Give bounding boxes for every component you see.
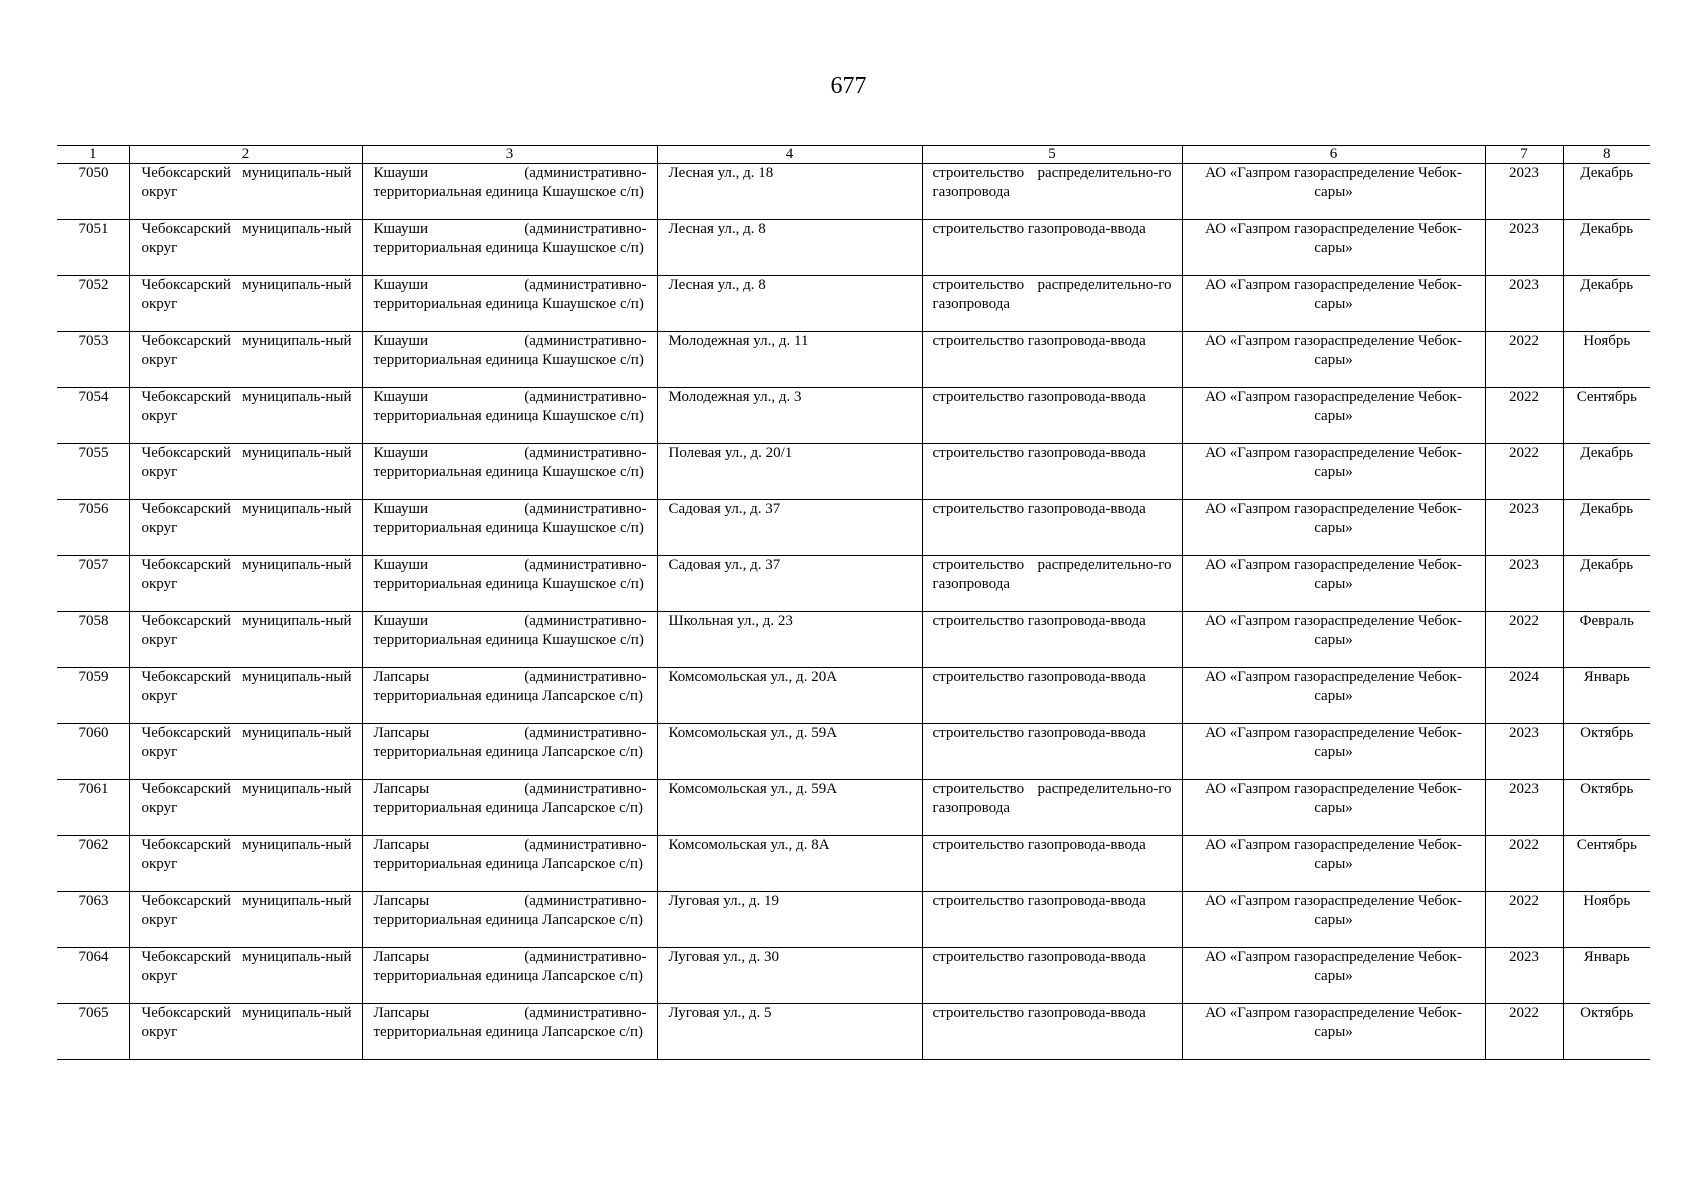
table-row <box>57 836 1650 892</box>
year-cell: 2023 <box>1485 724 1563 780</box>
district-cell: Чебоксарский муниципаль-ный округ <box>129 444 362 500</box>
table-row <box>57 724 1650 780</box>
year-cell: 2022 <box>1485 388 1563 444</box>
column-header: 3 <box>362 146 657 164</box>
address-cell: Лесная ул., д. 8 <box>657 276 922 332</box>
locality-cell: Кшауши (административно-территориальная единица Кшаушское с/п) <box>362 332 657 388</box>
district-cell: Чебоксарский муниципаль-ный округ <box>129 276 362 332</box>
table-row <box>57 332 1650 388</box>
work-type-cell: строительство газопровода-ввода <box>922 668 1182 724</box>
year-cell: 2023 <box>1485 276 1563 332</box>
address-cell: Комсомольская ул., д. 20А <box>657 668 922 724</box>
organization-cell: АО «Газпром газораспределение Чебок-сары» <box>1182 668 1485 724</box>
year-cell: 2023 <box>1485 164 1563 220</box>
column-header: 4 <box>657 146 922 164</box>
month-cell: Февраль <box>1563 612 1650 668</box>
year-cell: 2023 <box>1485 500 1563 556</box>
month-cell: Январь <box>1563 668 1650 724</box>
address-cell: Комсомольская ул., д. 59А <box>657 724 922 780</box>
address-cell: Луговая ул., д. 30 <box>657 948 922 1004</box>
row-number: 7054 <box>57 388 129 444</box>
year-cell: 2022 <box>1485 892 1563 948</box>
work-type-cell: строительство газопровода-ввода <box>922 220 1182 276</box>
district-cell: Чебоксарский муниципаль-ный округ <box>129 836 362 892</box>
organization-cell: АО «Газпром газораспределение Чебок-сары» <box>1182 164 1485 220</box>
locality-cell: Лапсары (административно-территориальная единица Лапсарское с/п) <box>362 668 657 724</box>
organization-cell: АО «Газпром газораспределение Чебок-сары» <box>1182 220 1485 276</box>
district-cell: Чебоксарский муниципаль-ный округ <box>129 892 362 948</box>
address-cell: Лесная ул., д. 8 <box>657 220 922 276</box>
month-cell: Декабрь <box>1563 500 1650 556</box>
year-cell: 2022 <box>1485 444 1563 500</box>
row-number: 7062 <box>57 836 129 892</box>
table-row <box>57 276 1650 332</box>
column-number-row <box>57 146 1650 164</box>
address-cell: Молодежная ул., д. 11 <box>657 332 922 388</box>
district-cell: Чебоксарский муниципаль-ный округ <box>129 668 362 724</box>
locality-cell: Кшауши (административно-территориальная единица Кшаушское с/п) <box>362 276 657 332</box>
year-cell: 2023 <box>1485 948 1563 1004</box>
column-header: 8 <box>1563 146 1650 164</box>
row-number: 7059 <box>57 668 129 724</box>
address-cell: Луговая ул., д. 5 <box>657 1004 922 1060</box>
column-header: 5 <box>922 146 1182 164</box>
month-cell: Сентябрь <box>1563 388 1650 444</box>
row-number: 7065 <box>57 1004 129 1060</box>
organization-cell: АО «Газпром газораспределение Чебок-сары» <box>1182 892 1485 948</box>
address-cell: Садовая ул., д. 37 <box>657 500 922 556</box>
page-number: 677 <box>830 73 867 99</box>
district-cell: Чебоксарский муниципаль-ный округ <box>129 780 362 836</box>
organization-cell: АО «Газпром газораспределение Чебок-сары» <box>1182 948 1485 1004</box>
district-cell: Чебоксарский муниципаль-ный округ <box>129 388 362 444</box>
table-row <box>57 556 1650 612</box>
address-cell: Комсомольская ул., д. 59А <box>657 780 922 836</box>
district-cell: Чебоксарский муниципаль-ный округ <box>129 724 362 780</box>
work-type-cell: строительство газопровода-ввода <box>922 948 1182 1004</box>
year-cell: 2023 <box>1485 220 1563 276</box>
work-type-cell: строительство газопровода-ввода <box>922 332 1182 388</box>
locality-cell: Кшауши (административно-территориальная единица Кшаушское с/п) <box>362 220 657 276</box>
address-cell: Садовая ул., д. 37 <box>657 556 922 612</box>
month-cell: Январь <box>1563 948 1650 1004</box>
address-cell: Комсомольская ул., д. 8А <box>657 836 922 892</box>
work-type-cell: строительство распределительно-го газопровода <box>922 276 1182 332</box>
row-number: 7055 <box>57 444 129 500</box>
month-cell: Декабрь <box>1563 164 1650 220</box>
row-number: 7063 <box>57 892 129 948</box>
work-type-cell: строительство газопровода-ввода <box>922 500 1182 556</box>
month-cell: Ноябрь <box>1563 332 1650 388</box>
row-number: 7060 <box>57 724 129 780</box>
row-number: 7057 <box>57 556 129 612</box>
organization-cell: АО «Газпром газораспределение Чебок-сары» <box>1182 276 1485 332</box>
organization-cell: АО «Газпром газораспределение Чебок-сары» <box>1182 444 1485 500</box>
locality-cell: Кшауши (административно-территориальная единица Кшаушское с/п) <box>362 556 657 612</box>
locality-cell: Лапсары (административно-территориальная единица Лапсарское с/п) <box>362 724 657 780</box>
work-type-cell: строительство распределительно-го газопровода <box>922 556 1182 612</box>
work-type-cell: строительство газопровода-ввода <box>922 1004 1182 1060</box>
district-cell: Чебоксарский муниципаль-ный округ <box>129 220 362 276</box>
row-number: 7051 <box>57 220 129 276</box>
organization-cell: АО «Газпром газораспределение Чебок-сары» <box>1182 724 1485 780</box>
work-type-cell: строительство газопровода-ввода <box>922 612 1182 668</box>
data-table <box>57 145 1650 1060</box>
year-cell: 2024 <box>1485 668 1563 724</box>
district-cell: Чебоксарский муниципаль-ный округ <box>129 332 362 388</box>
work-type-cell: строительство газопровода-ввода <box>922 836 1182 892</box>
district-cell: Чебоксарский муниципаль-ный округ <box>129 500 362 556</box>
locality-cell: Кшауши (административно-территориальная единица Кшаушское с/п) <box>362 612 657 668</box>
year-cell: 2023 <box>1485 556 1563 612</box>
address-cell: Полевая ул., д. 20/1 <box>657 444 922 500</box>
organization-cell: АО «Газпром газораспределение Чебок-сары» <box>1182 332 1485 388</box>
organization-cell: АО «Газпром газораспределение Чебок-сары» <box>1182 1004 1485 1060</box>
address-cell: Лесная ул., д. 18 <box>657 164 922 220</box>
row-number: 7050 <box>57 164 129 220</box>
row-number: 7056 <box>57 500 129 556</box>
organization-cell: АО «Газпром газораспределение Чебок-сары» <box>1182 780 1485 836</box>
organization-cell: АО «Газпром газораспределение Чебок-сары» <box>1182 836 1485 892</box>
work-type-cell: строительство газопровода-ввода <box>922 444 1182 500</box>
address-cell: Школьная ул., д. 23 <box>657 612 922 668</box>
table-row <box>57 164 1650 220</box>
column-header: 6 <box>1182 146 1485 164</box>
table-row <box>57 1004 1650 1060</box>
month-cell: Октябрь <box>1563 1004 1650 1060</box>
organization-cell: АО «Газпром газораспределение Чебок-сары» <box>1182 612 1485 668</box>
column-header: 7 <box>1485 146 1563 164</box>
work-type-cell: строительство газопровода-ввода <box>922 388 1182 444</box>
year-cell: 2022 <box>1485 836 1563 892</box>
work-type-cell: строительство газопровода-ввода <box>922 892 1182 948</box>
organization-cell: АО «Газпром газораспределение Чебок-сары» <box>1182 500 1485 556</box>
address-cell: Луговая ул., д. 19 <box>657 892 922 948</box>
column-header: 2 <box>129 146 362 164</box>
row-number: 7064 <box>57 948 129 1004</box>
locality-cell: Лапсары (административно-территориальная единица Лапсарское с/п) <box>362 836 657 892</box>
row-number: 7058 <box>57 612 129 668</box>
month-cell: Декабрь <box>1563 276 1650 332</box>
district-cell: Чебоксарский муниципаль-ный округ <box>129 556 362 612</box>
table-row <box>57 500 1650 556</box>
column-header: 1 <box>57 146 129 164</box>
work-type-cell: строительство распределительно-го газопровода <box>922 780 1182 836</box>
locality-cell: Лапсары (административно-территориальная единица Лапсарское с/п) <box>362 1004 657 1060</box>
row-number: 7052 <box>57 276 129 332</box>
locality-cell: Лапсары (административно-территориальная единица Лапсарское с/п) <box>362 892 657 948</box>
month-cell: Декабрь <box>1563 220 1650 276</box>
locality-cell: Кшауши (административно-территориальная единица Кшаушское с/п) <box>362 444 657 500</box>
locality-cell: Кшауши (административно-территориальная единица Кшаушское с/п) <box>362 388 657 444</box>
month-cell: Октябрь <box>1563 724 1650 780</box>
table-row <box>57 780 1650 836</box>
month-cell: Ноябрь <box>1563 892 1650 948</box>
month-cell: Октябрь <box>1563 780 1650 836</box>
table-row <box>57 892 1650 948</box>
address-cell: Молодежная ул., д. 3 <box>657 388 922 444</box>
table-row <box>57 444 1650 500</box>
table-row <box>57 388 1650 444</box>
locality-cell: Лапсары (административно-территориальная единица Лапсарское с/п) <box>362 948 657 1004</box>
district-cell: Чебоксарский муниципаль-ный округ <box>129 1004 362 1060</box>
row-number: 7061 <box>57 780 129 836</box>
table-row <box>57 612 1650 668</box>
table-row <box>57 220 1650 276</box>
row-number: 7053 <box>57 332 129 388</box>
organization-cell: АО «Газпром газораспределение Чебок-сары» <box>1182 388 1485 444</box>
work-type-cell: строительство распределительно-го газопровода <box>922 164 1182 220</box>
district-cell: Чебоксарский муниципаль-ный округ <box>129 948 362 1004</box>
table-row <box>57 668 1650 724</box>
month-cell: Сентябрь <box>1563 836 1650 892</box>
year-cell: 2022 <box>1485 612 1563 668</box>
locality-cell: Лапсары (административно-территориальная единица Лапсарское с/п) <box>362 780 657 836</box>
month-cell: Декабрь <box>1563 556 1650 612</box>
year-cell: 2022 <box>1485 332 1563 388</box>
organization-cell: АО «Газпром газораспределение Чебок-сары» <box>1182 556 1485 612</box>
work-type-cell: строительство газопровода-ввода <box>922 724 1182 780</box>
district-cell: Чебоксарский муниципаль-ный округ <box>129 612 362 668</box>
month-cell: Декабрь <box>1563 444 1650 500</box>
locality-cell: Кшауши (административно-территориальная единица Кшаушское с/п) <box>362 164 657 220</box>
district-cell: Чебоксарский муниципаль-ный округ <box>129 164 362 220</box>
year-cell: 2023 <box>1485 780 1563 836</box>
table-row <box>57 948 1650 1004</box>
locality-cell: Кшауши (административно-территориальная единица Кшаушское с/п) <box>362 500 657 556</box>
year-cell: 2022 <box>1485 1004 1563 1060</box>
